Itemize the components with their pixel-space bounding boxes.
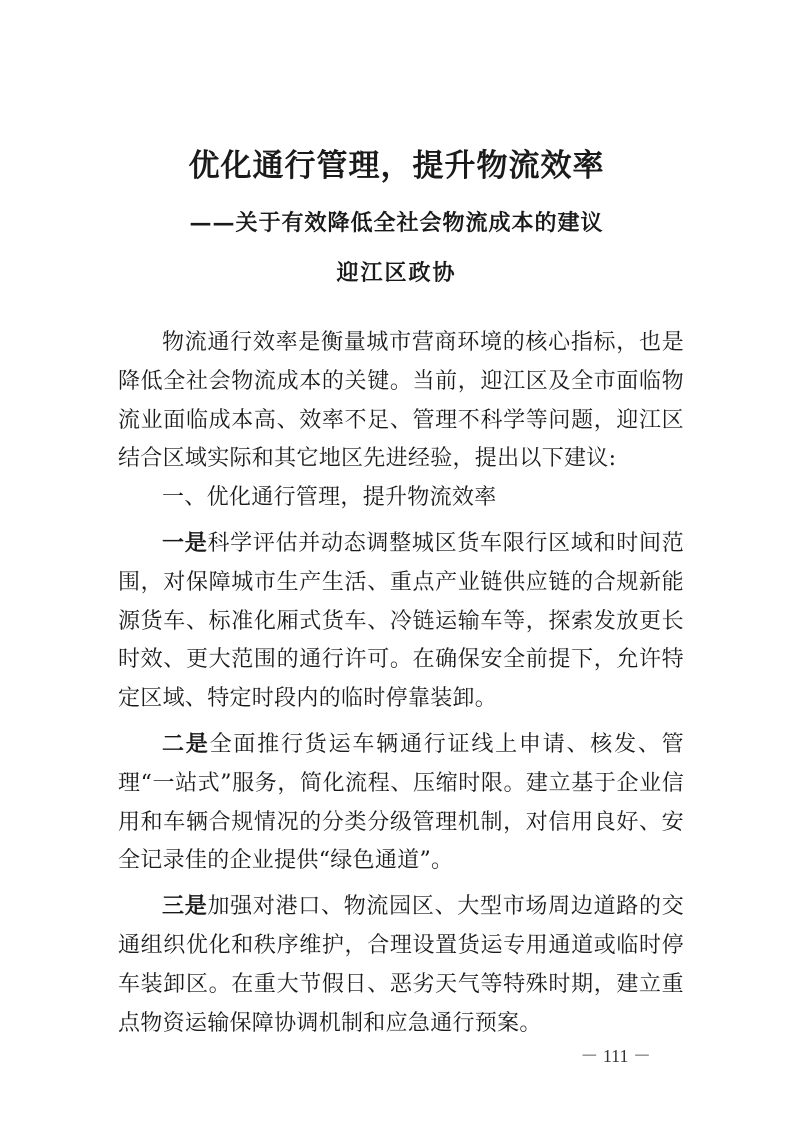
document-title: 优化通行管理，提升物流效率 [188,148,605,184]
item-paragraph [118,725,684,881]
item-paragraph [118,524,684,719]
item-lead: 三是 [162,893,208,920]
item-lead: 二是 [162,730,210,757]
intro-paragraph: 物流通行效率是衡量城市营商环境的核心指标，也是降低全社会物流成本的关键。当前，迎江区及全市面临物流业面临成本高、效率不足、管理不科学等问题，迎江区结合区域实际和其它地区先进经验，提出以下建议: [118,330,684,472]
item-text: 全面推行货运车辆通行证线上申请、核发、管理“一站式”服务，简化流程、压缩时限。建立基于企业信用和车辆合规情况的分类分级管理机制，对信用良好、安全记录佳的企业提供“绿色通道”。 [118,731,684,874]
document-body [118,324,684,1043]
item-text: 科学评估并动态调整城区货车限行区域和时间范围，对保障城市生产生活、重点产业链供应链的合规新能源货车、标准化厢式货车、冷链运输车等，探索发放更长时效、更大范围的通行许可。在确保安全前提下，允许特定区域、特定时段内的临时停靠装卸。 [118,530,684,712]
document-author: 迎江区政协 [336,260,457,286]
item-text: 加强对港口、物流园区、大型市场周边道路的交通组织优化和秩序维护，合理设置货运专用通道或临时停车装卸区。在重大节假日、恶劣天气等特殊时期，建立重点物资运输保障协调机制和应急通行预案。 [118,894,684,1036]
page-number: － 111 － [580,1046,651,1066]
item-lead: 一是 [162,529,208,556]
document-subtitle: ——关于有效降低全社会物流成本的建议 [189,210,604,236]
section-heading: 一、优化通行管理，提升物流效率 [162,485,497,511]
item-paragraph [118,887,684,1043]
